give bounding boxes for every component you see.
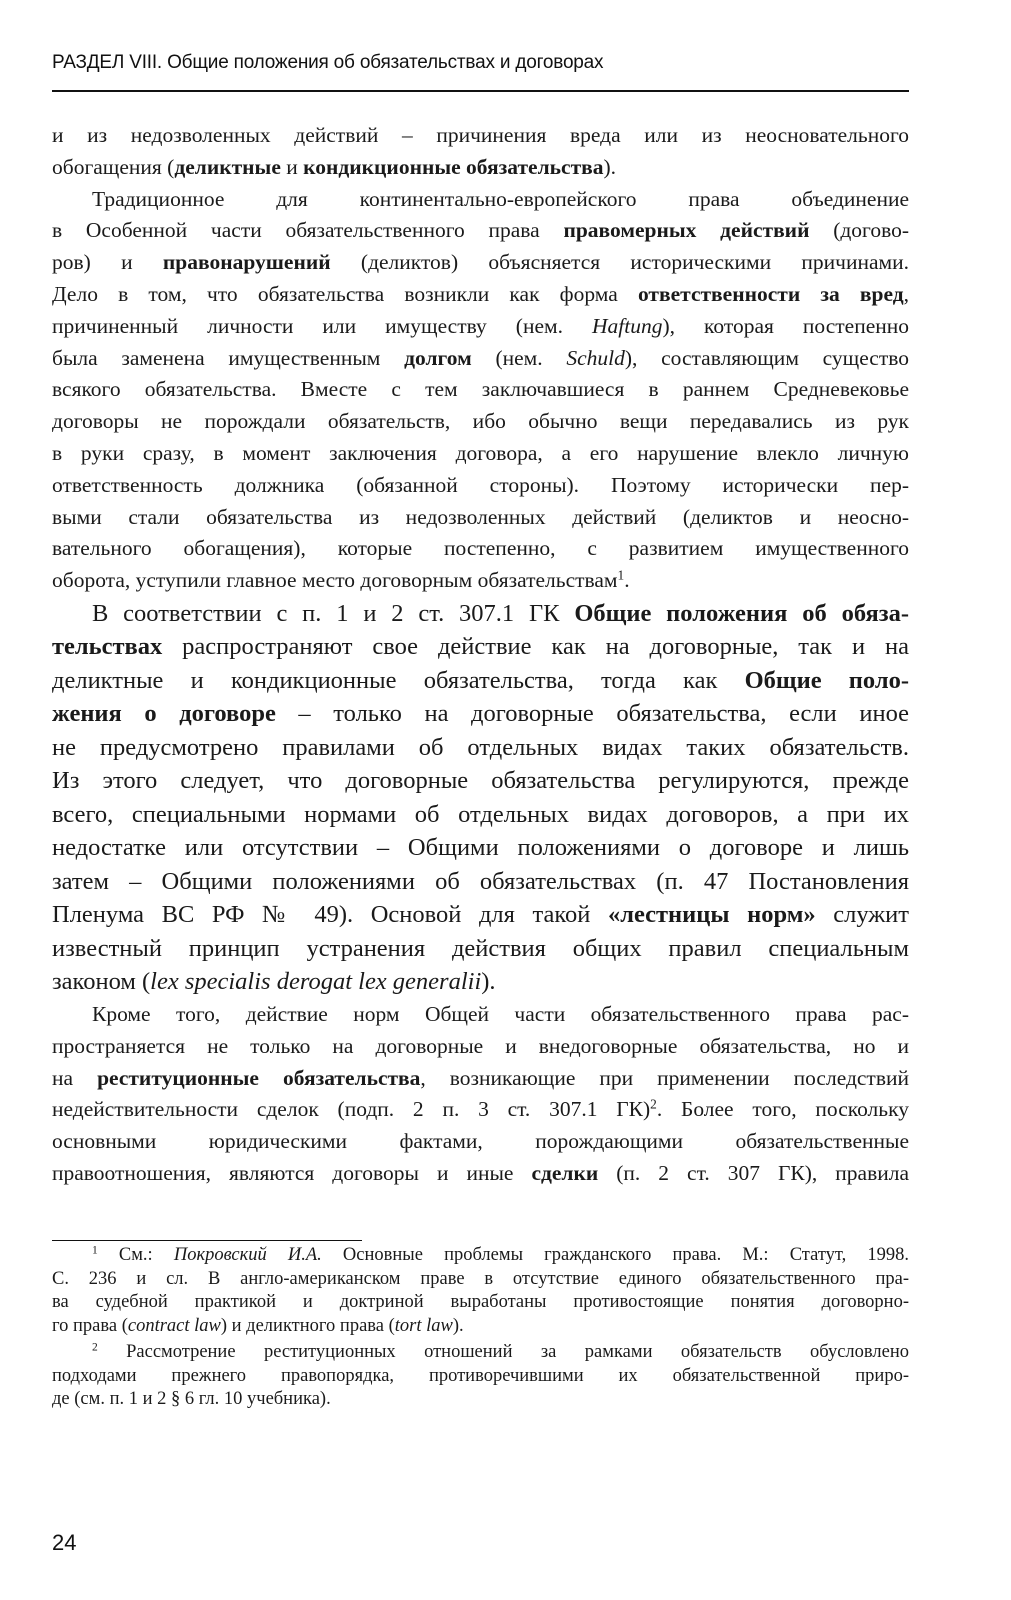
- term-restitutionary-obligations: реституционные обязательства: [97, 1065, 421, 1090]
- footnote-ref-1[interactable]: 1: [617, 567, 625, 583]
- term-haftung: Haftung: [592, 313, 663, 338]
- footnote-mark-2: 2: [92, 1341, 98, 1354]
- text-line: В соответствии с п. 1 и 2 ст. 307.1 ГК Общие положения об обяза-: [92, 599, 909, 627]
- term-ladder-of-norms: «лестницы норм»: [607, 901, 816, 929]
- header-rule: [52, 90, 909, 92]
- text-line: жения о договоре – только на договорные обязательства, если иное: [52, 700, 909, 728]
- footnotes: [52, 1244, 909, 1412]
- footnote-line: де (см. п. 1 и 2 § 6 гл. 10 учебника).: [52, 1389, 331, 1409]
- footnote-line: $^2$ Рассмотрение реституционных отношений за рамками обязательств обусловлено: [92, 1341, 909, 1362]
- text-line: Пленума ВС РФ № 49). Основой для такой «лестницы норм» служит: [52, 901, 909, 929]
- text-line: затем – Общими положениями об обязательствах (п. 47 Постановления: [52, 867, 909, 895]
- paragraph-1: [52, 120, 909, 184]
- text-line: деликтные и кондикционные обязательства, тогда как Общие поло-: [52, 666, 909, 694]
- text-line: в Особенной части обязательственного права правомерных действий (догово-: [52, 218, 909, 243]
- text-line: вательного обогащения), которые постепенно, с развитием имущественного: [52, 536, 909, 561]
- text-line: пространяется не только на договорные и внедоговорные обязательства, но и: [52, 1033, 909, 1058]
- text-line: всего, специальными нормами об отдельных видах договоров, а при их: [52, 800, 909, 828]
- text-line: основными юридическими фактами, порождающими обязательственные: [52, 1129, 909, 1154]
- footnote-line: $^1$ См.: Покровский И.А. Основные проблемы гражданского права. М.: Статут, 1998.: [92, 1244, 909, 1265]
- term-lex-specialis: lex specialis derogat lex generalii: [150, 968, 482, 996]
- text-line: Кроме того, действие норм Общей части обязательственного права рас-: [92, 1001, 909, 1026]
- footnote-line: подходами прежнего правопорядка, противоречившими их обязательственной приро-: [52, 1365, 909, 1386]
- text-line: причиненный личности или имуществу (нем. Haftung), которая постепенно: [52, 313, 909, 338]
- term-delictual: деликтные: [174, 154, 281, 179]
- text-line: ответственность должника (обязанной стороны). Поэтому исторически пер-: [52, 472, 909, 497]
- text-line: договоры не порождали обязательств, ибо обычно вещи передавались из рук: [52, 409, 909, 434]
- text-line: известный принцип устранения действия общих правил специальным: [52, 934, 909, 962]
- text-line: тельствах распространяют свое действие как на договорные, так и на: [52, 633, 909, 661]
- text-line: правоотношения, являются договоры и иные сделки (п. 2 ст. 307 ГК), правила: [52, 1160, 909, 1185]
- paragraph-3: [52, 597, 909, 999]
- text-line: в руки сразу, в момент заключения договора, а его нарушение влекло личную: [52, 440, 909, 465]
- term-general-provisions-obligations: Общие положения об обяза-: [574, 599, 909, 627]
- term-liability-for-harm: ответственности за вред: [637, 281, 904, 306]
- footnote-line: ва судебной практикой и доктриной выработаны противостоящие понятия договорно-: [52, 1292, 909, 1312]
- text-line: ров) и правонарушений (деликтов) объясняется историческими причинами.: [52, 250, 909, 275]
- text-line: Дело в том, что обязательства возникли как форма ответственности за вред,: [52, 281, 909, 306]
- footnote-2: [52, 1341, 909, 1412]
- paragraph-2: [52, 184, 909, 597]
- text-line: законом (lex specialis derogat lex generalii).: [52, 968, 496, 996]
- term-debt: долгом: [404, 345, 472, 370]
- term-lawful-actions: правомерных действий: [563, 218, 810, 243]
- term-general-provisions-contract: Общие поло-: [744, 666, 909, 694]
- author-name: Покровский И.А.: [173, 1245, 322, 1265]
- text-line: Традиционное для континентально-европейского права объединение: [92, 186, 909, 211]
- term-schuld: Schuld: [566, 345, 625, 370]
- text-line: недостатке или отсутствии – Общими положениями о договоре и лишь: [52, 834, 909, 862]
- term-offences: правонарушений: [162, 250, 331, 275]
- term-transactions: сделки: [531, 1160, 599, 1185]
- text-line: на реституционные обязательства, возникающие при применении последствий: [52, 1065, 909, 1090]
- footnote-line: го права (contract law) и деликтного права (tort law).: [52, 1315, 464, 1336]
- text-line: Из этого следует, что договорные обязательства регулируются, прежде: [52, 767, 909, 795]
- footnote-rule: [52, 1240, 362, 1241]
- footnote-1: [52, 1244, 909, 1338]
- text-line: и из недозволенных действий – причинения вреда или из неосновательного: [52, 123, 909, 147]
- paragraph-4: [52, 999, 909, 1190]
- footnote-ref-2[interactable]: 2: [650, 1097, 657, 1113]
- running-head: РАЗДЕЛ VIII. Общие положения об обязательствах и договорах: [52, 52, 604, 73]
- footnote-line: С. 236 и сл. В англо-американском праве в отсутствие единого обязательственного пра-: [52, 1268, 909, 1289]
- body-text: [52, 120, 909, 1190]
- text-line: выми стали обязательства из недозволенных действий (деликтов и неосно-: [52, 504, 909, 529]
- text-line: оборота, уступили главное место договорным обязательствам$^1$.: [52, 567, 630, 593]
- text-line: не предусмотрено правилами об отдельных видах таких обязательств.: [52, 733, 909, 761]
- term-contract-law: contract law: [127, 1315, 221, 1336]
- term-condictional-obligations: кондикционные обязательства: [303, 154, 604, 179]
- text-line: обогащения (деликтные и кондикционные обязательства).: [52, 154, 617, 179]
- text-line: всякого обязательства. Вместе с тем заключавшиеся в раннем Средневековье: [52, 377, 909, 402]
- text-line: недействительности сделок (подп. 2 п. 3 ст. 307.1 ГК)$^2$. Более того, поскольку: [52, 1097, 909, 1122]
- term-tort-law: tort law: [394, 1315, 453, 1336]
- text-line: была заменена имущественным долгом (нем. Schuld), составляющим существо: [52, 345, 909, 370]
- footnote-mark-1: 1: [92, 1244, 98, 1257]
- page-number: 24: [52, 1530, 77, 1555]
